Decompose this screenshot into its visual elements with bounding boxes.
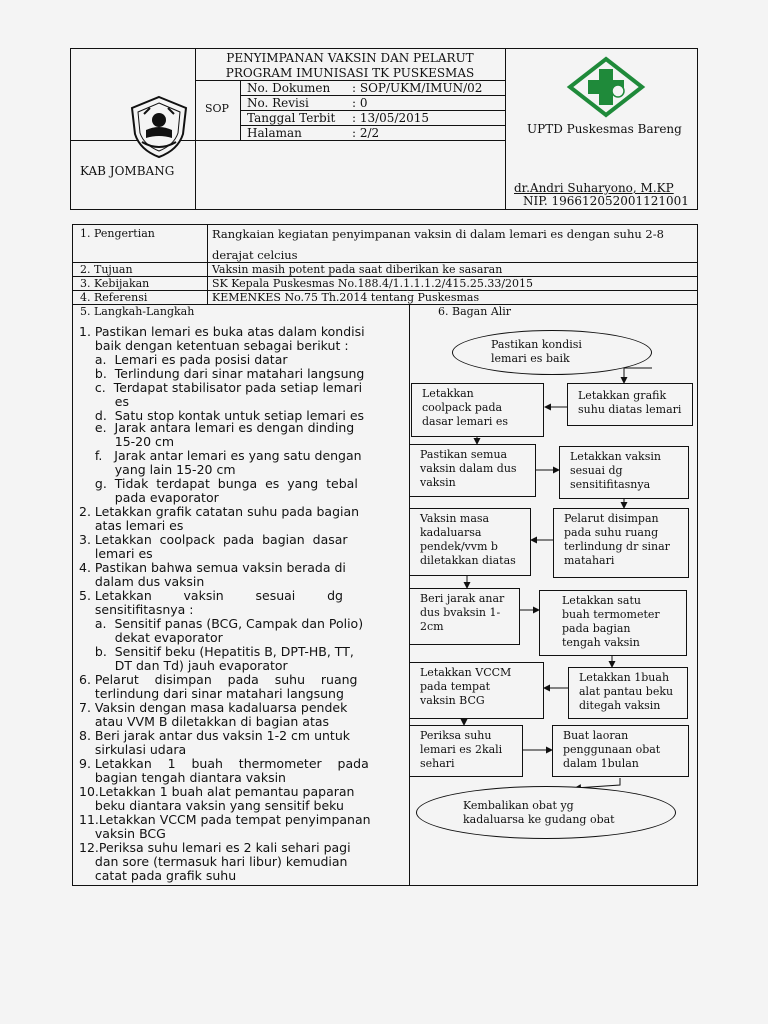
step-line: es	[79, 394, 129, 409]
referensi-label: 4. Referensi	[80, 291, 148, 304]
step-line: d. Satu stop kontak untuk setiap lemari es	[79, 408, 365, 423]
step-line: atau VVM B diletakkan di bagian atas	[79, 714, 330, 729]
flow-text: dus bvaksin 1-	[420, 606, 501, 619]
flow-text: pada bagian	[562, 622, 631, 635]
meta-label-no-dokumen: No. Dokumen	[247, 81, 331, 95]
flow-text: coolpack pada	[422, 401, 503, 414]
flow-text: kadaluarsa ke gudang obat	[463, 813, 615, 826]
referensi-value: KEMENKES No.75 Th.2014 tentang Puskesmas	[212, 291, 480, 304]
step-line: yang lain 15-20 cm	[79, 462, 236, 477]
flow-text: diletakkan diatas	[420, 554, 516, 567]
step-line: 5. Letakkan vaksin sesuai dg	[79, 588, 343, 603]
flow-text: Pelarut disimpan	[564, 512, 659, 525]
step-line: 4. Pastikan bahwa semua vaksin berada di	[79, 560, 346, 575]
flow-text: vaksin BCG	[420, 694, 485, 707]
step-line: dan sore (termasuk hari libur) kemudian	[79, 854, 348, 869]
flow-text: Letakkan satu	[562, 594, 641, 607]
step-line: b. Sensitif beku (Hepatitis B, DPT-HB, TT,	[79, 644, 354, 659]
flow-text: Vaksin masa	[420, 512, 490, 525]
meta-label-halaman: Halaman	[247, 126, 302, 140]
kebijakan-label: 3. Kebijakan	[80, 277, 150, 290]
flow-text: dasar lemari es	[422, 415, 509, 428]
step-line: 6. Pelarut disimpan pada suhu ruang	[79, 672, 358, 687]
flow-text: kadaluarsa	[420, 526, 482, 539]
flow-text: vaksin	[420, 476, 456, 489]
flow-start-oval	[452, 330, 652, 375]
flow-box-termometer	[539, 590, 687, 656]
flow-text: buah termometer	[562, 608, 660, 621]
step-line: terlindung dari sinar matahari langsung	[79, 686, 344, 701]
flow-text: suhu diatas lemari	[578, 403, 682, 416]
meta-value-halaman: : 2/2	[352, 126, 380, 140]
pengertian-label: 1. Pengertian	[80, 227, 155, 240]
meta-label-tanggal-terbit: Tanggal Terbit	[247, 111, 336, 125]
step-line: a. Lemari es pada posisi datar	[79, 352, 288, 367]
flow-text: Letakkan vaksin	[570, 450, 661, 463]
step-line: 11.Letakkan VCCM pada tempat penyimpanan	[79, 812, 371, 827]
flow-text: pada tempat	[420, 680, 491, 693]
document-title-line2: PROGRAM IMUNISASI TK PUSKESMAS	[225, 66, 475, 80]
step-line: 7. Vaksin dengan masa kadaluarsa pendek	[79, 700, 348, 715]
flow-text: pada suhu ruang	[564, 526, 659, 539]
flow-text: Periksa suhu	[420, 729, 492, 742]
flow-text: Kembalikan obat yg	[463, 799, 574, 812]
step-line: beku diantara vaksin yang sensitif beku	[79, 798, 344, 813]
flow-box-laporan	[552, 725, 689, 777]
signatory-name: dr.Andri Suharyono, M.KP	[514, 181, 674, 195]
meta-label-no-revisi: No. Revisi	[247, 96, 309, 110]
step-line: 8. Beri jarak antar dus vaksin 1-2 cm untuk	[79, 728, 350, 743]
step-line: sirkulasi udara	[79, 742, 187, 757]
flow-text: 2cm	[420, 620, 444, 633]
flow-text: sesuai dg	[570, 464, 623, 477]
flow-text: Letakkan grafik	[578, 389, 667, 402]
flow-box-semua-vaksin-dus	[409, 444, 536, 497]
step-line: 1. Pastikan lemari es buka atas dalam kondisi	[79, 324, 365, 339]
flow-text: sehari	[420, 757, 455, 770]
step-line: 12.Periksa suhu lemari es 2 kali sehari pagi	[79, 840, 351, 855]
meta-value-tanggal-terbit: : 13/05/2015	[352, 111, 430, 125]
signatory-nip: NIP. 196612052001121001	[523, 194, 689, 208]
step-line: baik dengan ketentuan sebagai berikut :	[79, 338, 349, 353]
meta-value-no-revisi: : 0	[352, 96, 368, 110]
kab-label: KAB JOMBANG	[80, 164, 175, 178]
flow-text: penggunaan obat	[563, 743, 661, 756]
sop-label: SOP	[205, 102, 229, 115]
flow-text: matahari	[564, 554, 615, 567]
flow-box-jarak-dus	[409, 588, 520, 645]
flow-text: sensitifitasnya	[570, 478, 651, 491]
flow-text: tengah vaksin	[562, 636, 640, 649]
pengertian-text-line1: Rangkaian kegiatan penyimpanan vaksin di dalam lemari es dengan suhu 2-8	[212, 227, 664, 241]
step-line: lemari es	[79, 546, 153, 561]
step-line: 2. Letakkan grafik catatan suhu pada bagian	[79, 504, 360, 519]
step-line: g. Tidak terdapat bunga es yang tebal	[79, 476, 358, 491]
flow-text: Buat laoran	[563, 729, 629, 742]
flow-box-vaksin-sensitifitas	[559, 446, 689, 499]
step-line: dalam dus vaksin	[79, 574, 205, 589]
flow-box-alat-pantau-beku	[568, 667, 688, 719]
flow-text: Letakkan 1buah	[579, 671, 670, 684]
flow-text: lemari es baik	[491, 352, 570, 365]
flow-box-masa-kadaluarsa	[409, 508, 531, 576]
step-line: 10.Letakkan 1 buah alat pemantau paparan	[79, 784, 355, 799]
step-line: pada evaporator	[79, 490, 219, 505]
step-line: vaksin BCG	[79, 826, 166, 841]
flow-box-pelarut	[553, 508, 689, 578]
step-line: e. Jarak antara lemari es dengan dinding	[79, 420, 355, 435]
flow-text: vaksin dalam dus	[420, 462, 517, 475]
flow-text: pendek/vvm b	[420, 540, 498, 553]
flow-text: dalam 1bulan	[563, 757, 639, 770]
step-line: bagian tengah diantara vaksin	[79, 770, 286, 785]
flow-text: Pastikan semua	[420, 448, 508, 461]
flow-text: alat pantau beku	[579, 685, 674, 698]
flow-text: Pastikan kondisi	[491, 338, 582, 351]
flow-box-periksa-suhu	[409, 725, 523, 777]
flow-text: Letakkan	[422, 387, 474, 400]
org-name: UPTD Puskesmas Bareng	[527, 122, 682, 136]
step-line: DT dan Td) jauh evaporator	[79, 658, 288, 673]
step-line: f. Jarak antar lemari es yang satu dengan	[79, 448, 362, 463]
step-line: a. Sensitif panas (BCG, Campak dan Polio)	[79, 616, 364, 631]
step-line: sensitifitasnya :	[79, 602, 194, 617]
flow-box-coolpack	[411, 383, 544, 437]
bagan-label: 6. Bagan Alir	[438, 305, 512, 318]
flow-end-oval	[416, 786, 676, 839]
kebijakan-value: SK Kepala Puskesmas No.188.4/1.1.1.1.2/415.25.33/2015	[212, 277, 534, 290]
step-line: b. Terlindung dari sinar matahari langsung	[79, 366, 365, 381]
step-line: dekat evaporator	[79, 630, 223, 645]
flow-box-grafik-suhu	[567, 383, 693, 426]
flow-text: lemari es 2kali	[420, 743, 503, 756]
arrow	[624, 368, 652, 383]
pengertian-text-line2: derajat celcius	[212, 248, 298, 262]
flow-text: ditegah vaksin	[579, 699, 661, 712]
step-line: 9. Letakkan 1 buah thermometer pada	[79, 756, 369, 771]
flow-box-vccm	[409, 662, 544, 719]
meta-value-no-dokumen: : SOP/UKM/IMUN/02	[352, 81, 483, 95]
step-line: 3. Letakkan coolpack pada bagian dasar	[79, 532, 348, 547]
step-line: atas lemari es	[79, 518, 184, 533]
step-line: catat pada grafik suhu	[79, 868, 237, 883]
tujuan-label: 2. Tujuan	[80, 263, 133, 276]
flow-text: Beri jarak anar	[420, 592, 505, 605]
document-title-line1: PENYIMPANAN VAKSIN DAN PELARUT	[226, 51, 474, 65]
step-line: c. Terdapat stabilisator pada setiap lemari	[79, 380, 363, 395]
step-line: 15-20 cm	[79, 434, 175, 449]
tujuan-value: Vaksin masih potent pada saat diberikan ke sasaran	[212, 263, 503, 276]
langkah-label: 5. Langkah-Langkah	[80, 305, 195, 318]
flow-text: terlindung dr sinar	[564, 540, 670, 553]
flow-text: Letakkan VCCM	[420, 666, 512, 679]
